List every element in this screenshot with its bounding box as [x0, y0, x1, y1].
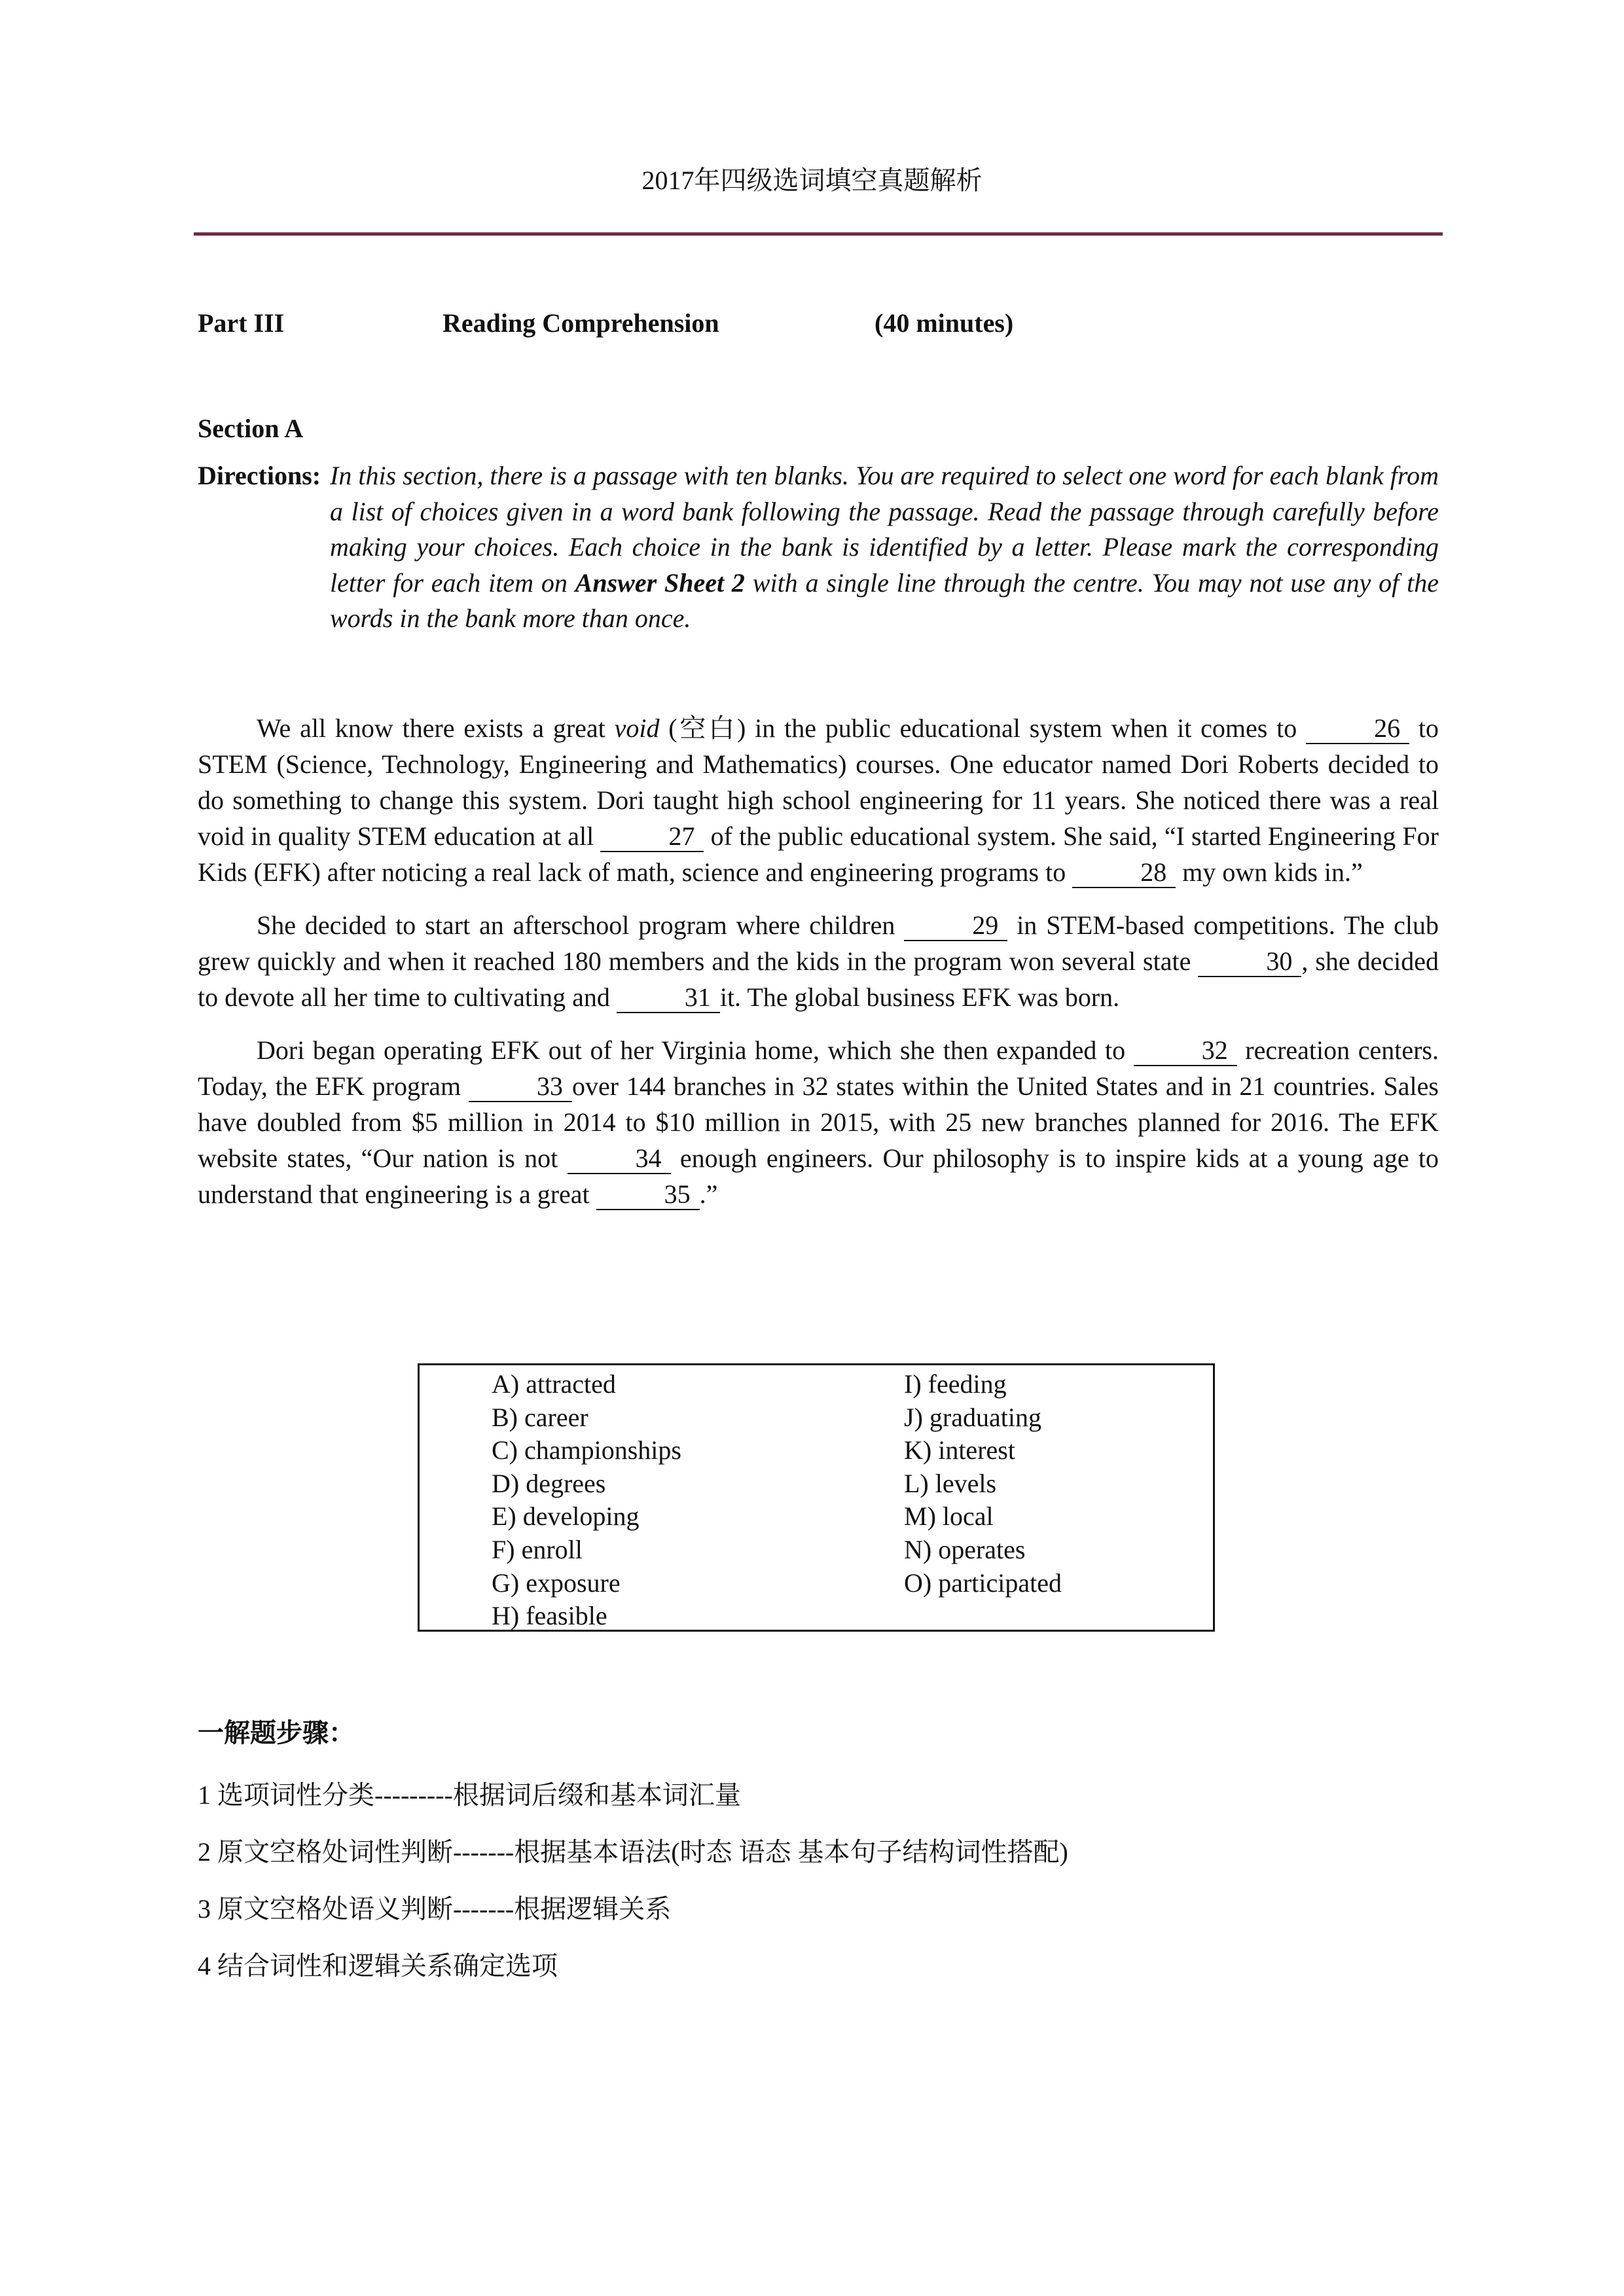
word-bank-option: F) enroll	[492, 1534, 583, 1564]
directions-text-part: In this section, there is a passage with ten blanks. You are required to select one word for each blank from a list of choices given in a word bank following the passage. Read the passage through carefully before making your choices. Each choice in the bank is identified by a letter. Please mark the corresponding letter for each item on	[330, 461, 1439, 598]
passage-text: .”	[699, 1179, 718, 1209]
word-bank-option: L) levels	[904, 1468, 997, 1498]
blank-35: 35	[596, 1180, 700, 1210]
passage-text: it. The global business EFK was born.	[719, 982, 1120, 1012]
word-bank-option: O) participated	[904, 1568, 1062, 1598]
blank-29: 29	[904, 911, 1007, 941]
passage-paragraph-3	[198, 1032, 1439, 1212]
word-bank-option: N) operates	[904, 1534, 1026, 1564]
steps-title: 一解题步骤：	[198, 1718, 355, 1748]
word-bank-left-column	[492, 1368, 681, 1633]
part-name: Reading Comprehension	[442, 308, 719, 338]
word-bank-right-column	[904, 1368, 1062, 1600]
word-bank-option: A) attracted	[492, 1369, 616, 1399]
word-bank-option: E) developing	[492, 1501, 640, 1532]
word-bank-option: H) feasible	[492, 1601, 607, 1631]
step-item: 4 结合词性和逻辑关系确定选项	[198, 1951, 558, 1981]
blank-31: 31	[617, 983, 720, 1013]
word-bank-option: B) career	[492, 1402, 588, 1432]
blank-33: 33	[469, 1072, 572, 1102]
blank-27: 27	[600, 822, 704, 852]
blank-32: 32	[1134, 1036, 1237, 1066]
part-time: (40 minutes)	[875, 308, 1014, 338]
word-bank	[418, 1363, 1215, 1632]
passage-text: my own kids in.”	[1176, 857, 1363, 887]
passage-text: Dori began operating EFK out of her Virginia home, which she then expanded to	[257, 1035, 1134, 1065]
blank-30: 30	[1198, 947, 1301, 977]
directions-text	[330, 458, 1439, 637]
word-bank-option: D) degrees	[492, 1468, 606, 1498]
section-title: Section A	[198, 414, 304, 443]
passage-text: recreation centers. Today, the EFK program	[198, 1035, 1439, 1101]
word-bank-option: I) feeding	[904, 1369, 1007, 1399]
step-item: 1 选项词性分类---------根据词后缀和基本词汇量	[198, 1780, 741, 1810]
directions-label: Directions:	[198, 461, 321, 490]
passage-paragraph-2	[198, 907, 1439, 1015]
passage-text: , she decided to devote all her time to cultivating and	[198, 946, 1439, 1012]
page-title: 2017年四级选词填空真题解析	[641, 166, 983, 195]
directions-text-part: with a single line through the centre. You may not use any of the words in the bank more than once.	[330, 567, 1439, 633]
passage-text: to STEM (Science, Technology, Engineering and Mathematics) courses. One educator named Dori Roberts decided to do something to change this system. Dori taught high school engineering for 11 years. She noticed there was a real void in quality STEM education at all	[198, 713, 1439, 851]
blank-28: 28	[1072, 858, 1176, 888]
word-bank-option: J) graduating	[904, 1402, 1041, 1432]
word-bank-option: C) championships	[492, 1435, 681, 1465]
passage-paragraph-1	[198, 710, 1439, 890]
word-bank-option: K) interest	[904, 1435, 1015, 1465]
part-number: Part III	[198, 308, 285, 338]
directions	[198, 458, 1439, 637]
blank-26: 26	[1306, 714, 1409, 744]
passage	[198, 710, 1439, 1229]
passage-text-italic: void	[614, 713, 660, 743]
passage-text: (空白) in the public educational system when it comes to	[659, 713, 1307, 743]
step-item: 3 原文空格处语义判断-------根据逻辑关系	[198, 1894, 672, 1924]
passage-text: of the public educational system. She said, “I started Engineering For Kids (EFK) after noticing a real lack of math, science and engineering programs to	[198, 821, 1439, 887]
passage-text: over 144 branches in 32 states within the United States and in 21 countries. Sales have doubled from $5 million in 2014 to $10 million in 2015, with 25 new branches planned for 2016. The EFK website states, “Our nation is not	[198, 1071, 1439, 1173]
word-bank-option: G) exposure	[492, 1568, 621, 1598]
step-item: 2 原文空格处词性判断-------根据基本语法(时态 语态 基本句子结构词性搭配)	[198, 1837, 1068, 1867]
passage-text: in STEM-based competitions. The club grew quickly and when it reached 180 members and the kids in the program won several state	[198, 910, 1439, 976]
passage-text: We all know there exists a great	[257, 713, 615, 743]
header-rule	[194, 232, 1443, 236]
word-bank-option: M) local	[904, 1501, 994, 1532]
passage-text: enough engineers. Our philosophy is to inspire kids at a young age to understand that engineering is a great	[198, 1143, 1439, 1209]
answer-sheet-label: Answer Sheet 2	[575, 567, 745, 598]
passage-text: She decided to start an afterschool program where children	[257, 910, 905, 940]
blank-34: 34	[568, 1144, 671, 1174]
